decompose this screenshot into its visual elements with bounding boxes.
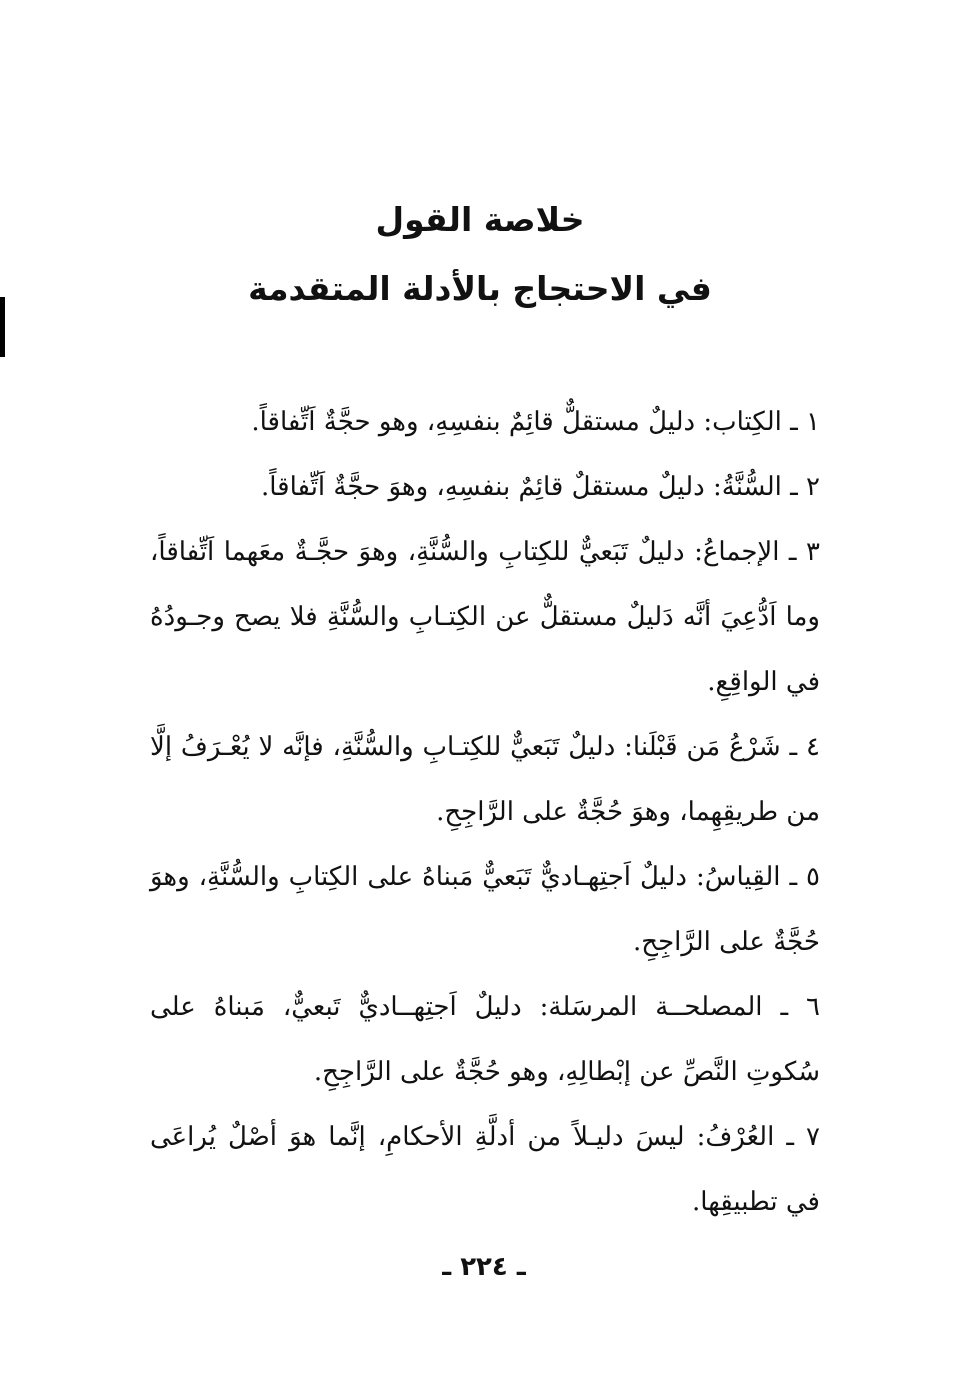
summary-item-text: ٧ ـ العُرْفُ: ليسَ دليـلاً من أدلَّةِ الأحكامِ، إنَّما هوَ أصْلٌ يُراعَى في تطبيقِها. (150, 1122, 820, 1217)
summary-item-text: ٤ ـ شَرْعُ مَن قَبْلَنا: دليلٌ تَبَعيٌّ للكِتـابِ والسُّنَّةِ، فإنَّه لا يُعْـرَفُ إلَّا من طريقِهِما، وهوَ حُجَّةٌ على الرَّاجِحِ. (150, 732, 820, 827)
chapter-subtitle: في الاحتجاج بالأدلة المتقدمة (248, 269, 712, 308)
summary-item-1 (150, 390, 820, 455)
page-content (150, 190, 820, 1235)
summary-item-text: ٦ ـ المصلحــة المرسَلة: دليلٌ اَجتِهــاديٌّ تَبعيٌّ، مَبناهُ على سُكوتِ النَّصِّ عن إبْطالِهِ، وهو حُجَّةٌ على الرَّاجِحِ. (150, 992, 820, 1087)
summary-item-6 (150, 975, 820, 1105)
summary-item-3 (150, 520, 820, 715)
summary-list (150, 390, 820, 1235)
summary-item-text: ٢ ـ السُّنَّةُ: دليلٌ مستقلٌ قائِمٌ بنفسِهِ، وهوَ حجَّةٌ اَتِّفاقاً. (261, 472, 820, 502)
summary-item-text: ٣ ـ الإجماعُ: دليلٌ تَبَعيٌّ للكِتابِ والسُّنَّةِ، وهوَ حجَّـةٌ معَهما اَتِّفاقاً، وما اَدُّعِيَ أنَّه دَليلٌ مستقلٌّ عن الكِتـابِ والسُّنَّةِ فلا يصح وجـودُهُ في الواقِعِ. (150, 537, 820, 697)
page-edge-mark (0, 297, 5, 357)
chapter-title: خلاصة القول (375, 200, 585, 239)
summary-item-7 (150, 1105, 820, 1235)
summary-item-4 (150, 715, 820, 845)
summary-item-5 (150, 845, 820, 975)
summary-item-text: ٥ ـ القِياسُ: دليلٌ اَجتِهـاديٌّ تَبَعيٌّ مَبناهُ على الكِتابِ والسُّنَّةِ، وهوَ حُجَّةٌ على الرَّاجِحِ. (150, 862, 820, 957)
summary-item-text: ١ ـ الكِتاب: دليلٌ مستقلٌّ قائِمٌ بنفسِهِ، وهو حجَّةٌ اَتِّفاقاً. (251, 407, 820, 437)
page-number: ـ ٢٢٤ ـ (442, 1252, 526, 1282)
summary-item-2 (150, 455, 820, 520)
